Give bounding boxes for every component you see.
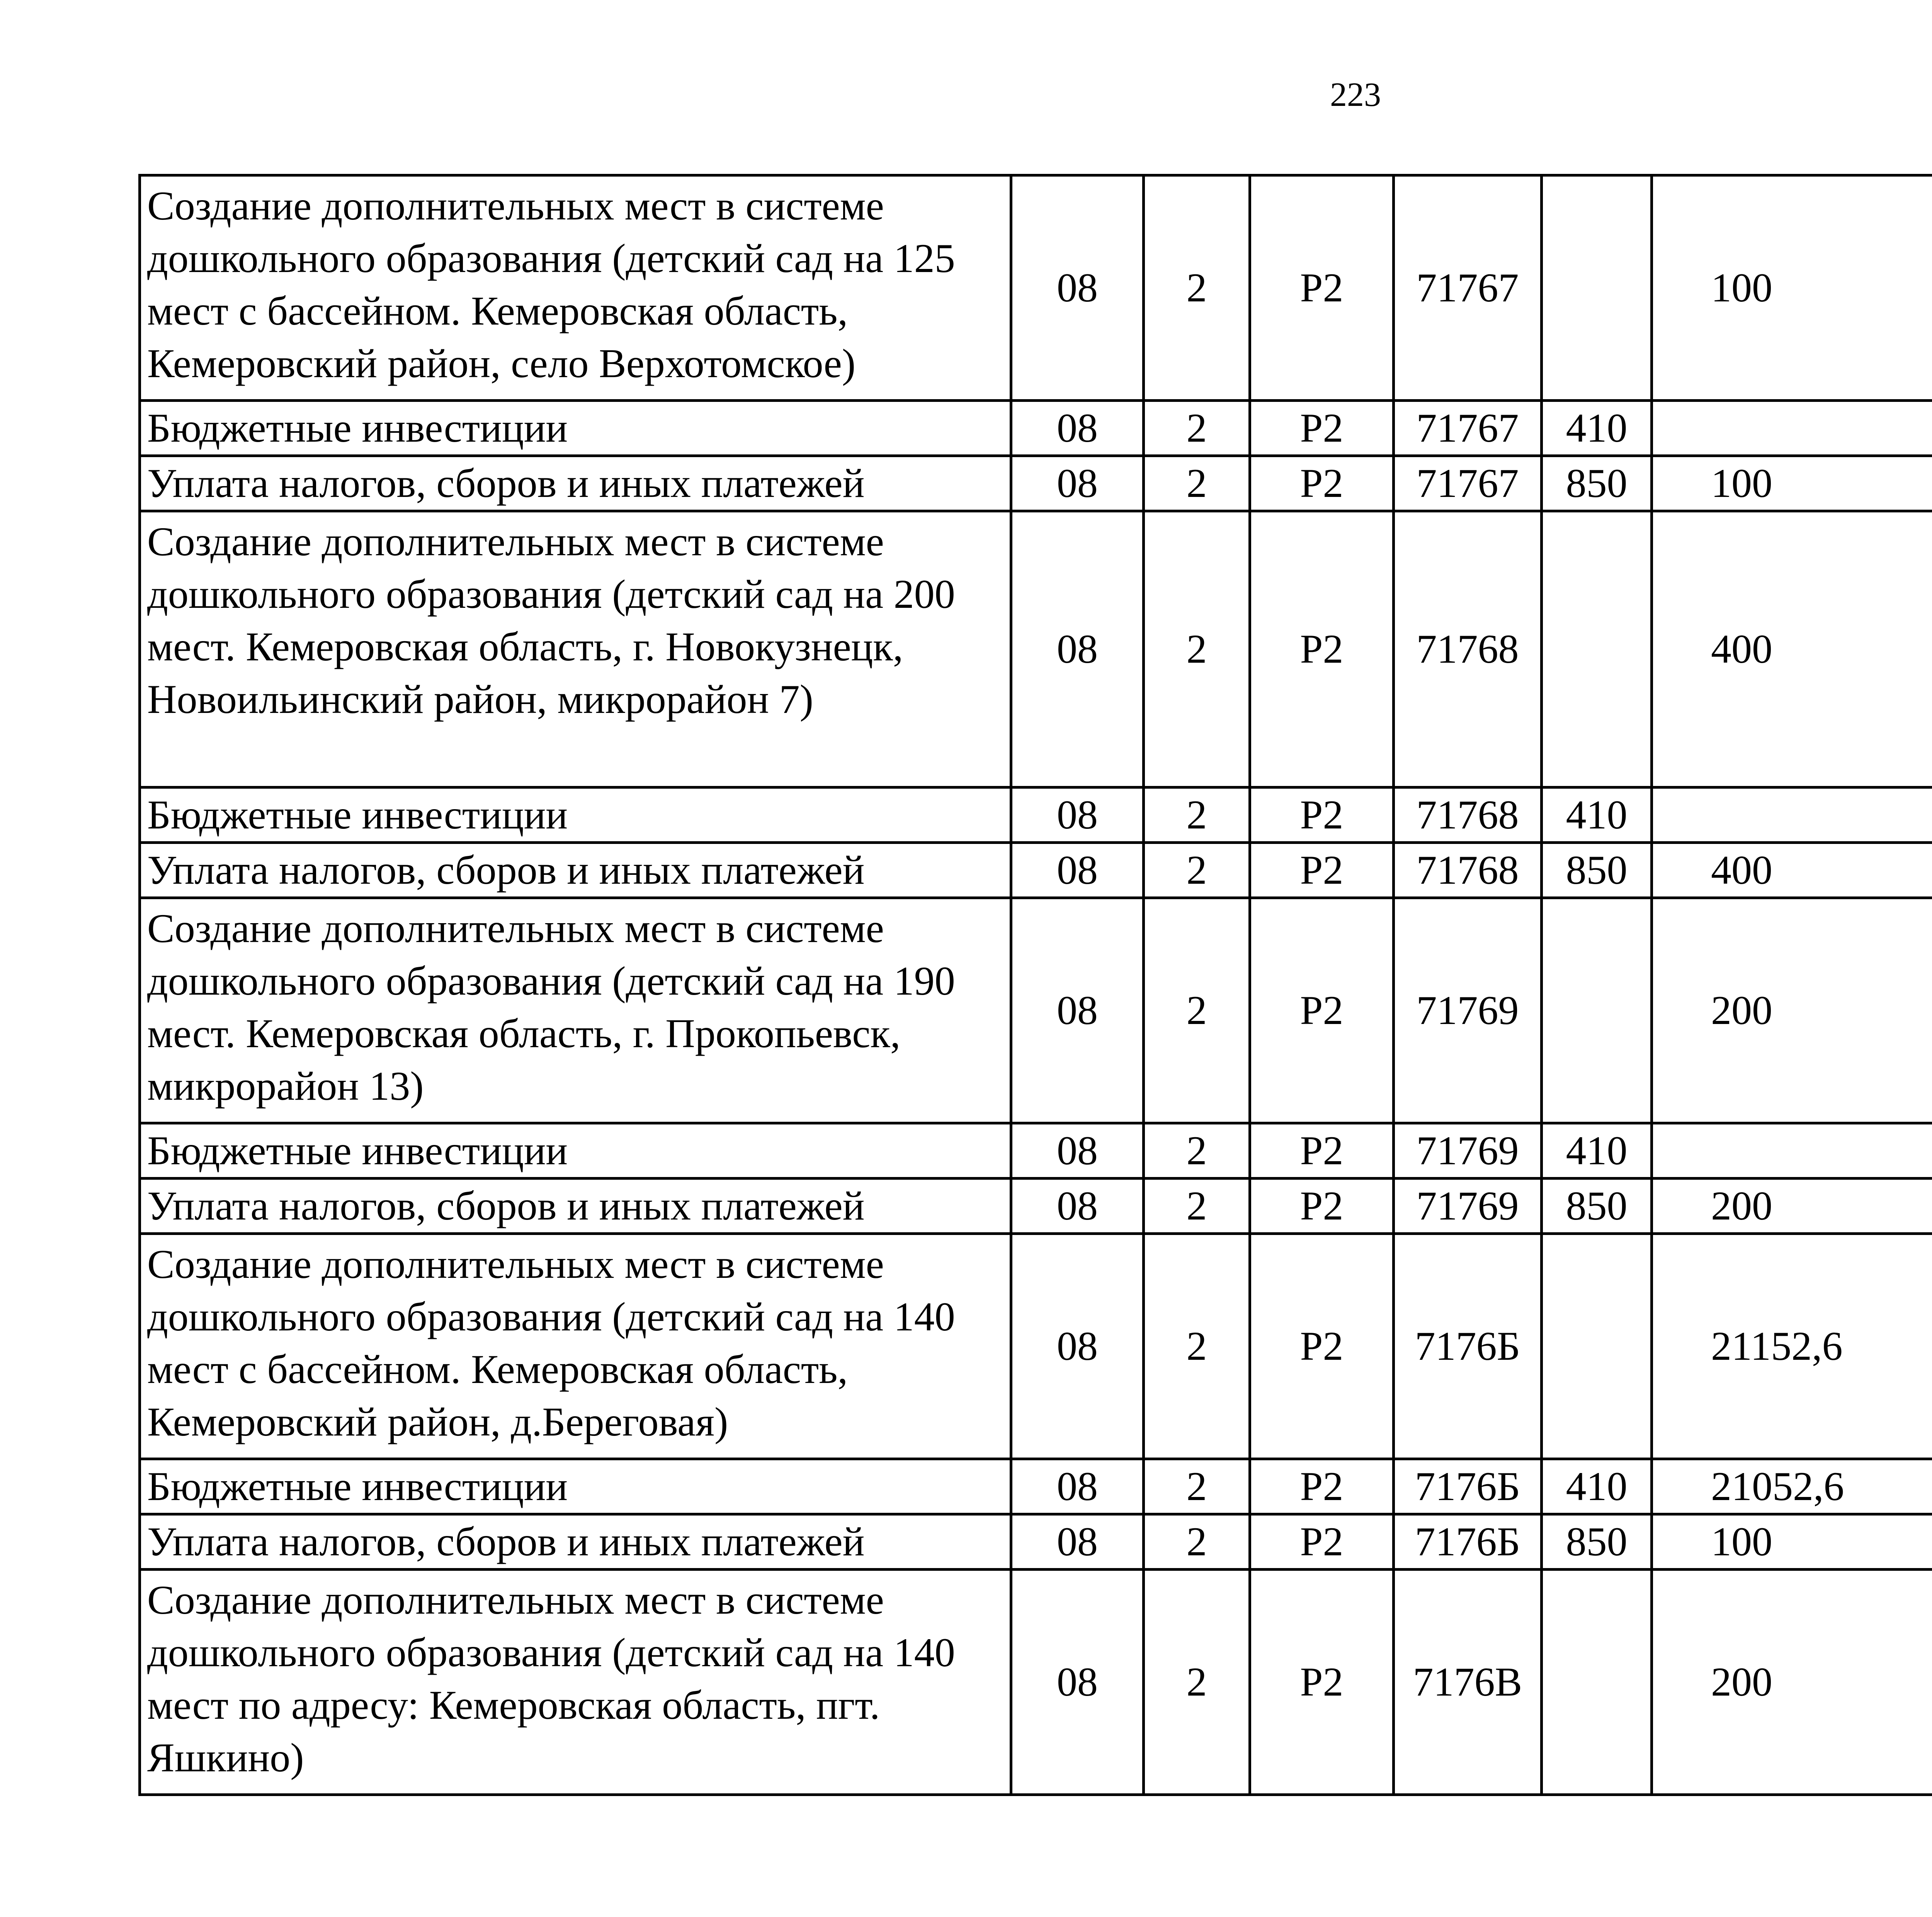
program-code-cell: P2: [1250, 1234, 1394, 1459]
table-row: [140, 843, 1932, 898]
section-code-cell: 08: [1011, 788, 1144, 843]
section-code-cell: 08: [1011, 1459, 1144, 1514]
expense-type-cell: 410: [1542, 1459, 1652, 1514]
direction-code-cell: 71767: [1394, 175, 1542, 401]
amount-1-cell: 100: [1652, 175, 1932, 401]
section-code-cell: 08: [1011, 175, 1144, 401]
row-name-cell: Создание дополнительных мест в системе дошкольного образования (детский сад на 125 мест с бассейном. Кемеровская область, Кемеровский район, село Верхотомское): [140, 175, 1011, 401]
program-code-cell: P2: [1250, 788, 1394, 843]
amount-1-cell: [1652, 1123, 1932, 1179]
section-code-cell: 08: [1011, 898, 1144, 1123]
program-code-cell: P2: [1250, 1570, 1394, 1795]
section-code-cell: 08: [1011, 511, 1144, 788]
subsection-code-cell: 2: [1144, 1179, 1250, 1234]
amount-1-cell: [1652, 401, 1932, 456]
amount-1-cell: 100: [1652, 456, 1932, 511]
row-name-cell: Создание дополнительных мест в системе дошкольного образования (детский сад на 190 мест. Кемеровская область, г. Прокопьевск, микрорайон 13): [140, 898, 1011, 1123]
expense-type-cell: 410: [1542, 788, 1652, 843]
section-code-cell: 08: [1011, 1123, 1144, 1179]
program-code-cell: P2: [1250, 401, 1394, 456]
program-code-cell: P2: [1250, 1459, 1394, 1514]
row-name-cell: Бюджетные инвестиции: [140, 1123, 1011, 1179]
direction-code-cell: 71767: [1394, 456, 1542, 511]
expense-type-cell: 410: [1542, 1123, 1652, 1179]
direction-code-cell: 71768: [1394, 843, 1542, 898]
table-row: [140, 1179, 1932, 1234]
row-name-cell: Уплата налогов, сборов и иных платежей: [140, 843, 1011, 898]
table-row: [140, 1514, 1932, 1570]
amount-1-cell: 200: [1652, 1570, 1932, 1795]
subsection-code-cell: 2: [1144, 1459, 1250, 1514]
section-code-cell: 08: [1011, 401, 1144, 456]
row-name-cell: Создание дополнительных мест в системе дошкольного образования (детский сад на 200 мест. Кемеровская область, г. Новокузнецк, Новоильинский район, микрорайон 7): [140, 511, 1011, 788]
expense-type-cell: [1542, 511, 1652, 788]
amount-1-cell: [1652, 788, 1932, 843]
row-name-cell: Создание дополнительных мест в системе дошкольного образования (детский сад на 140 мест с бассейном. Кемеровская область, Кемеровский район, д.Береговая): [140, 1234, 1011, 1459]
direction-code-cell: 7176Б: [1394, 1514, 1542, 1570]
table-row: [140, 511, 1932, 788]
row-name-cell: Уплата налогов, сборов и иных платежей: [140, 1179, 1011, 1234]
direction-code-cell: 71769: [1394, 1123, 1542, 1179]
subsection-code-cell: 2: [1144, 456, 1250, 511]
program-code-cell: P2: [1250, 1123, 1394, 1179]
subsection-code-cell: 2: [1144, 1234, 1250, 1459]
amount-1-cell: 200: [1652, 1179, 1932, 1234]
row-name-cell: Уплата налогов, сборов и иных платежей: [140, 1514, 1011, 1570]
expense-type-cell: [1542, 1570, 1652, 1795]
expense-type-cell: 850: [1542, 843, 1652, 898]
row-name-cell: Бюджетные инвестиции: [140, 1459, 1011, 1514]
section-code-cell: 08: [1011, 1179, 1144, 1234]
table-row: [140, 175, 1932, 401]
direction-code-cell: 71769: [1394, 1179, 1542, 1234]
subsection-code-cell: 2: [1144, 175, 1250, 401]
section-code-cell: 08: [1011, 456, 1144, 511]
direction-code-cell: 7176Б: [1394, 1459, 1542, 1514]
section-code-cell: 08: [1011, 1570, 1144, 1795]
amount-1-cell: 21152,6: [1652, 1234, 1932, 1459]
expense-type-cell: 410: [1542, 401, 1652, 456]
table-row: [140, 401, 1932, 456]
table-row: [140, 456, 1932, 511]
program-code-cell: P2: [1250, 898, 1394, 1123]
table-row: [140, 1123, 1932, 1179]
row-name-cell: Создание дополнительных мест в системе дошкольного образования (детский сад на 140 мест по адресу: Кемеровская область, пгт. Яшкино): [140, 1570, 1011, 1795]
table-row: [140, 898, 1932, 1123]
direction-code-cell: 71769: [1394, 898, 1542, 1123]
amount-1-cell: 100: [1652, 1514, 1932, 1570]
expense-type-cell: 850: [1542, 456, 1652, 511]
amount-1-cell: 200: [1652, 898, 1932, 1123]
row-name-cell: Бюджетные инвестиции: [140, 788, 1011, 843]
subsection-code-cell: 2: [1144, 401, 1250, 456]
amount-1-cell: 400: [1652, 843, 1932, 898]
page-number: 223: [1330, 76, 1381, 114]
expense-type-cell: 850: [1542, 1514, 1652, 1570]
subsection-code-cell: 2: [1144, 843, 1250, 898]
amount-1-cell: 21052,6: [1652, 1459, 1932, 1514]
section-code-cell: 08: [1011, 1514, 1144, 1570]
section-code-cell: 08: [1011, 1234, 1144, 1459]
direction-code-cell: 71768: [1394, 511, 1542, 788]
amount-1-cell: 400: [1652, 511, 1932, 788]
program-code-cell: P2: [1250, 1179, 1394, 1234]
direction-code-cell: 71768: [1394, 788, 1542, 843]
subsection-code-cell: 2: [1144, 1514, 1250, 1570]
direction-code-cell: 7176Б: [1394, 1234, 1542, 1459]
subsection-code-cell: 2: [1144, 788, 1250, 843]
program-code-cell: P2: [1250, 456, 1394, 511]
program-code-cell: P2: [1250, 511, 1394, 788]
table-row: [140, 1234, 1932, 1459]
budget-table: [138, 174, 1932, 1796]
expense-type-cell: [1542, 898, 1652, 1123]
subsection-code-cell: 2: [1144, 511, 1250, 788]
table-row: [140, 788, 1932, 843]
table-body: [140, 175, 1932, 1795]
direction-code-cell: 71767: [1394, 401, 1542, 456]
expense-type-cell: [1542, 175, 1652, 401]
subsection-code-cell: 2: [1144, 1570, 1250, 1795]
row-name-cell: Уплата налогов, сборов и иных платежей: [140, 456, 1011, 511]
program-code-cell: P2: [1250, 1514, 1394, 1570]
expense-type-cell: 850: [1542, 1179, 1652, 1234]
expense-type-cell: [1542, 1234, 1652, 1459]
program-code-cell: P2: [1250, 843, 1394, 898]
direction-code-cell: 7176В: [1394, 1570, 1542, 1795]
table-row: [140, 1459, 1932, 1514]
subsection-code-cell: 2: [1144, 1123, 1250, 1179]
section-code-cell: 08: [1011, 843, 1144, 898]
row-name-cell: Бюджетные инвестиции: [140, 401, 1011, 456]
table-row: [140, 1570, 1932, 1795]
subsection-code-cell: 2: [1144, 898, 1250, 1123]
program-code-cell: P2: [1250, 175, 1394, 401]
